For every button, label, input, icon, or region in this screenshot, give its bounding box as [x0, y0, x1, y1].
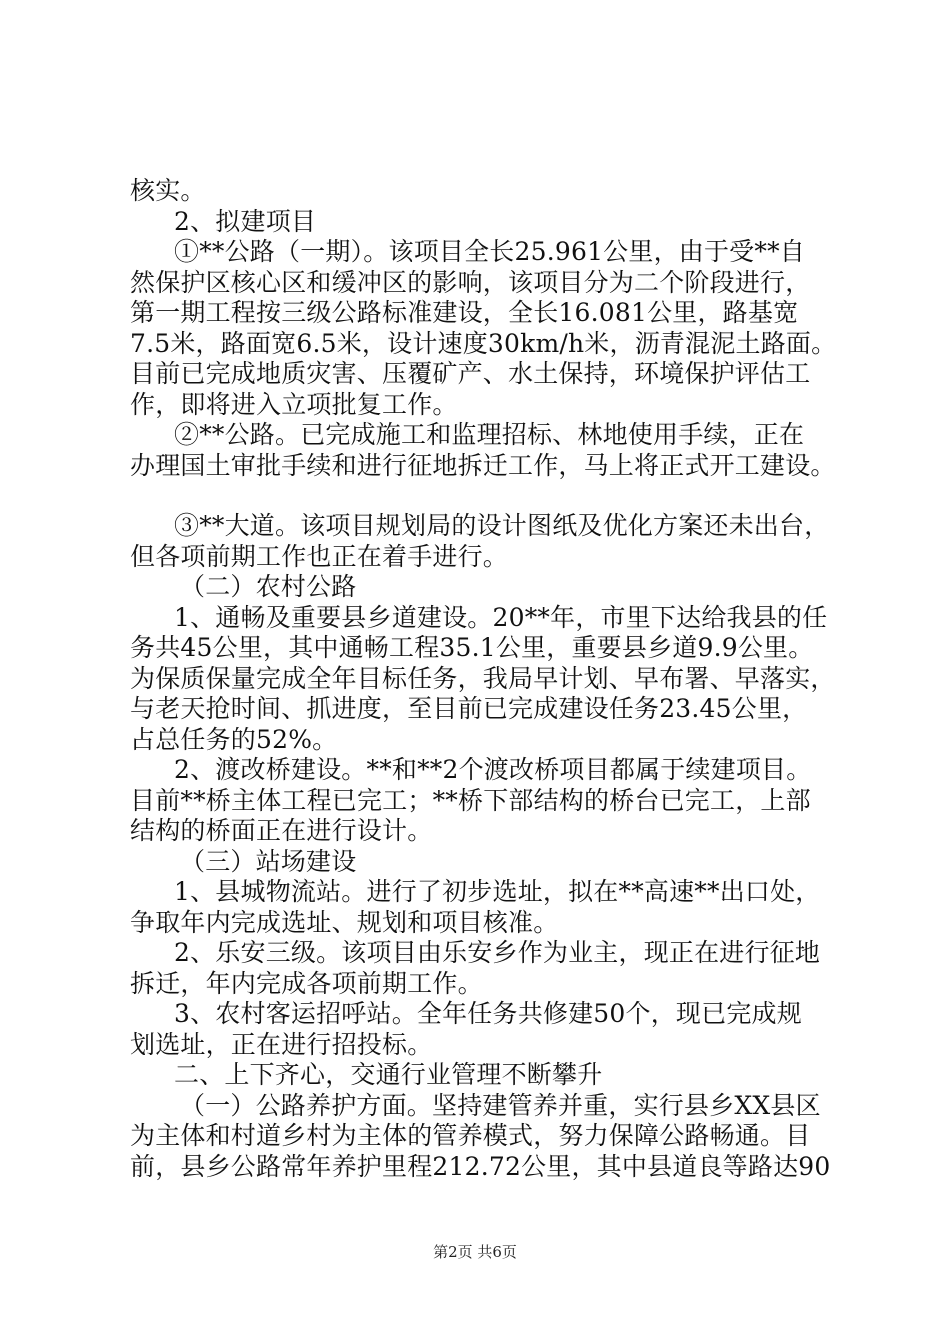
text-line: ①**公路（一期）。该项目全长25.961公里，由于受**自	[174, 237, 805, 266]
page-footer: 第2页 共6页	[433, 1243, 517, 1261]
text-line: 占总任务的52%。	[130, 724, 338, 754]
text-line: 争取年内完成选址、规划和项目核准。	[130, 907, 559, 937]
section-heading: 2、拟建项目	[174, 206, 317, 236]
text-line: 1、通畅及重要县乡道建设。20**年，市里下达给我县的任	[174, 602, 828, 632]
text-line: 为主体和村道乡村为主体的管养模式，努力保障公路畅通。目	[130, 1121, 811, 1150]
text-line: （一）公路养护方面。坚持建管养并重，实行县乡XX县区	[180, 1090, 821, 1120]
text-line: 务共45公里，其中通畅工程35.1公里，重要县乡道9.9公里。	[130, 633, 814, 662]
section-heading: （二）农村公路	[180, 572, 357, 601]
text-line: 3、农村客运招呼站。全年任务共修建50个，现已完成规	[174, 999, 802, 1028]
text-line: 第一期工程按三级公路标准建设，全长16.081公里，路基宽	[130, 298, 799, 327]
text-line: 为保质保量完成全年目标任务，我局早计划、早布署、早落实，	[130, 663, 836, 693]
text-line: 核实。	[130, 176, 206, 205]
section-heading: 二、上下齐心，交通行业管理不断攀升	[174, 1060, 603, 1089]
text-line: 结构的桥面正在进行设计。	[130, 816, 433, 845]
text-line: 但各项前期工作也正在着手进行。	[130, 541, 509, 571]
text-line: 7.5米，路面宽6.5米，设计速度30km/h米，沥青混泥土路面。	[130, 328, 837, 358]
text-line: 与老天抢时间、抓进度，至目前已完成建设任务23.45公里，	[130, 694, 808, 723]
text-line: 划选址，正在进行招投标。	[130, 1029, 433, 1059]
text-line: ③**大道。该项目规划局的设计图纸及优化方案还未出台，	[174, 511, 830, 540]
text-line: 目前**桥主体工程已完工；**桥下部结构的桥台已完工，上部	[130, 785, 811, 815]
text-line: 2、乐安三级。该项目由乐安乡作为业主，现正在进行征地	[174, 938, 821, 967]
text-line: 2、渡改桥建设。**和**2个渡改桥项目都属于续建项目。	[174, 755, 812, 784]
section-heading: （三）站场建设	[180, 846, 357, 876]
text-line: 作，即将进入立项批复工作。	[130, 389, 458, 419]
document-body	[130, 176, 850, 1182]
text-line: 然保护区核心区和缓冲区的影响，该项目分为二个阶段进行，	[130, 267, 811, 297]
text-line: 1、县城物流站。进行了初步选址，拟在**高速**出口处，	[174, 877, 821, 906]
text-line: 前，县乡公路常年养护里程212.72公里，其中县道良等路达90	[130, 1151, 831, 1181]
text-line: 办理国土审批手续和进行征地拆迁工作，马上将正式开工建设。	[130, 450, 836, 480]
text-line: ②**公路。已完成施工和监理招标、林地使用手续，正在	[174, 420, 805, 449]
text-line: 目前已完成地质灾害、压覆矿产、水土保持，环境保护评估工	[130, 359, 811, 388]
paragraph-gap	[130, 481, 850, 511]
text-line: 拆迁，年内完成各项前期工作。	[130, 968, 483, 998]
